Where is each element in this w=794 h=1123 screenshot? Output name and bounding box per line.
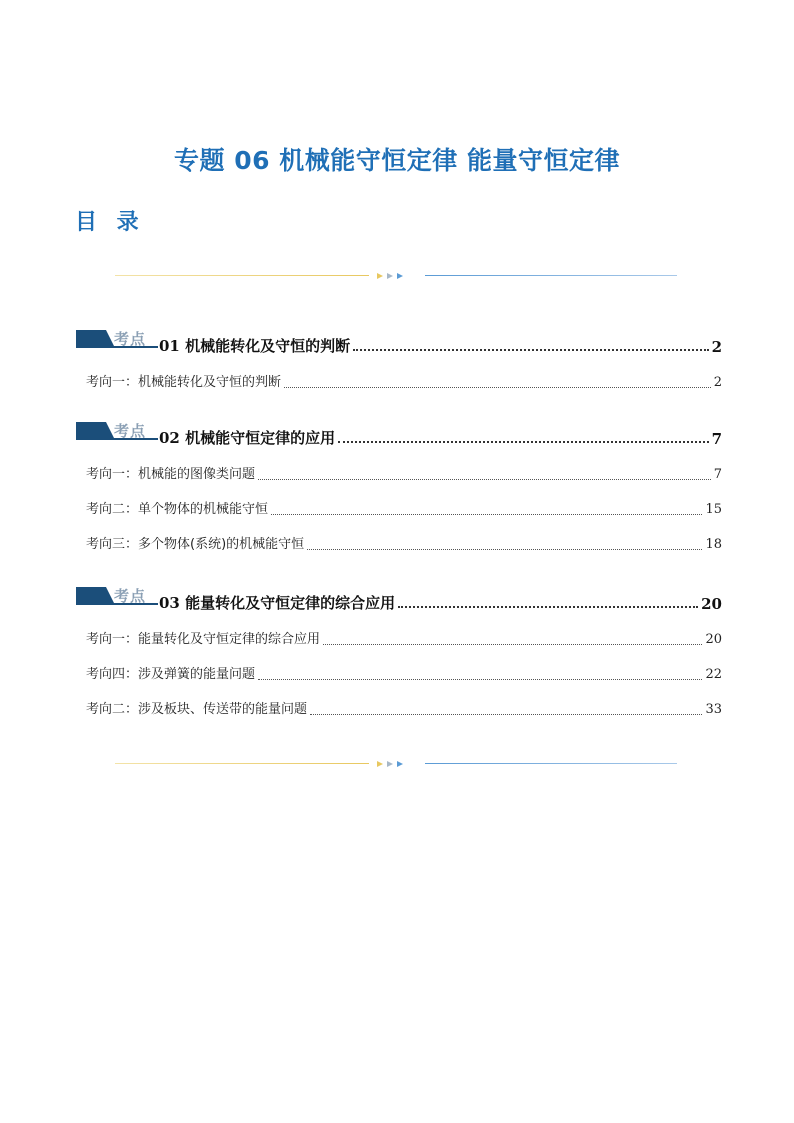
toc-section-link[interactable] xyxy=(159,592,722,613)
toc-item-link[interactable] xyxy=(86,657,722,692)
section-head xyxy=(76,420,722,448)
leader-dots xyxy=(307,548,702,550)
section-head xyxy=(76,328,722,356)
leader-dots xyxy=(258,678,702,680)
leader-dots xyxy=(310,713,702,715)
section-title: 01 机械能转化及守恒的判断 xyxy=(159,337,351,355)
section-head xyxy=(76,585,722,613)
badge-label: 考点 xyxy=(114,422,147,440)
triple-arrow-icon xyxy=(375,270,419,282)
toc-item-link[interactable] xyxy=(86,492,722,527)
section-page: 20 xyxy=(701,595,722,613)
section-page: 7 xyxy=(711,430,722,448)
divider-line-blue xyxy=(425,763,677,764)
triple-arrow-icon xyxy=(375,758,419,770)
leader-dots xyxy=(271,513,702,515)
item-title: 考向一：机械能转化及守恒的判断 xyxy=(86,375,282,390)
leader-dots xyxy=(258,478,711,480)
item-page: 2 xyxy=(713,375,722,390)
section-title: 02 机械能守恒定律的应用 xyxy=(159,429,336,447)
toc-item-link[interactable] xyxy=(86,365,722,400)
section-title: 03 能量转化及守恒定律的综合应用 xyxy=(159,594,396,612)
divider-bottom xyxy=(115,758,677,770)
divider-top xyxy=(115,270,677,282)
leader-dots xyxy=(353,348,708,351)
toc-section-2 xyxy=(76,420,722,562)
divider-line-blue xyxy=(425,275,677,276)
toc-item-link[interactable] xyxy=(86,692,722,727)
item-title: 考向四：涉及弹簧的能量问题 xyxy=(86,667,256,682)
toc-section-link[interactable] xyxy=(159,427,722,448)
item-page: 22 xyxy=(705,667,722,682)
toc-section-link[interactable] xyxy=(159,335,722,356)
toc-item-link[interactable] xyxy=(86,527,722,562)
item-title: 考向一：机械能的图像类问题 xyxy=(86,467,256,482)
toc-section-3 xyxy=(76,585,722,727)
item-page: 18 xyxy=(705,537,722,552)
toc-item-link[interactable] xyxy=(86,457,722,492)
item-page: 7 xyxy=(713,467,722,482)
item-title: 考向二：涉及板块、传送带的能量问题 xyxy=(86,702,308,717)
item-title: 考向二：单个物体的机械能守恒 xyxy=(86,502,269,517)
divider-line-gold xyxy=(115,275,369,276)
item-title: 考向一：能量转化及守恒定律的综合应用 xyxy=(86,632,321,647)
badge-label: 考点 xyxy=(114,330,147,348)
leader-dots xyxy=(338,440,708,443)
item-title: 考向三：多个物体(系统)的机械能守恒 xyxy=(86,537,305,552)
leader-dots xyxy=(398,605,698,608)
divider-line-gold xyxy=(115,763,369,764)
item-page: 33 xyxy=(705,702,722,717)
item-page: 15 xyxy=(705,502,722,517)
badge-label: 考点 xyxy=(114,587,147,605)
toc-heading: 目 录 xyxy=(75,210,145,235)
leader-dots xyxy=(323,643,702,645)
leader-dots xyxy=(284,386,711,388)
section-page: 2 xyxy=(711,338,722,356)
toc-section-1 xyxy=(76,328,722,400)
item-page: 20 xyxy=(705,632,722,647)
page-title: 专题 06 机械能守恒定律 能量守恒定律 xyxy=(174,146,620,175)
toc-item-link[interactable] xyxy=(86,622,722,657)
